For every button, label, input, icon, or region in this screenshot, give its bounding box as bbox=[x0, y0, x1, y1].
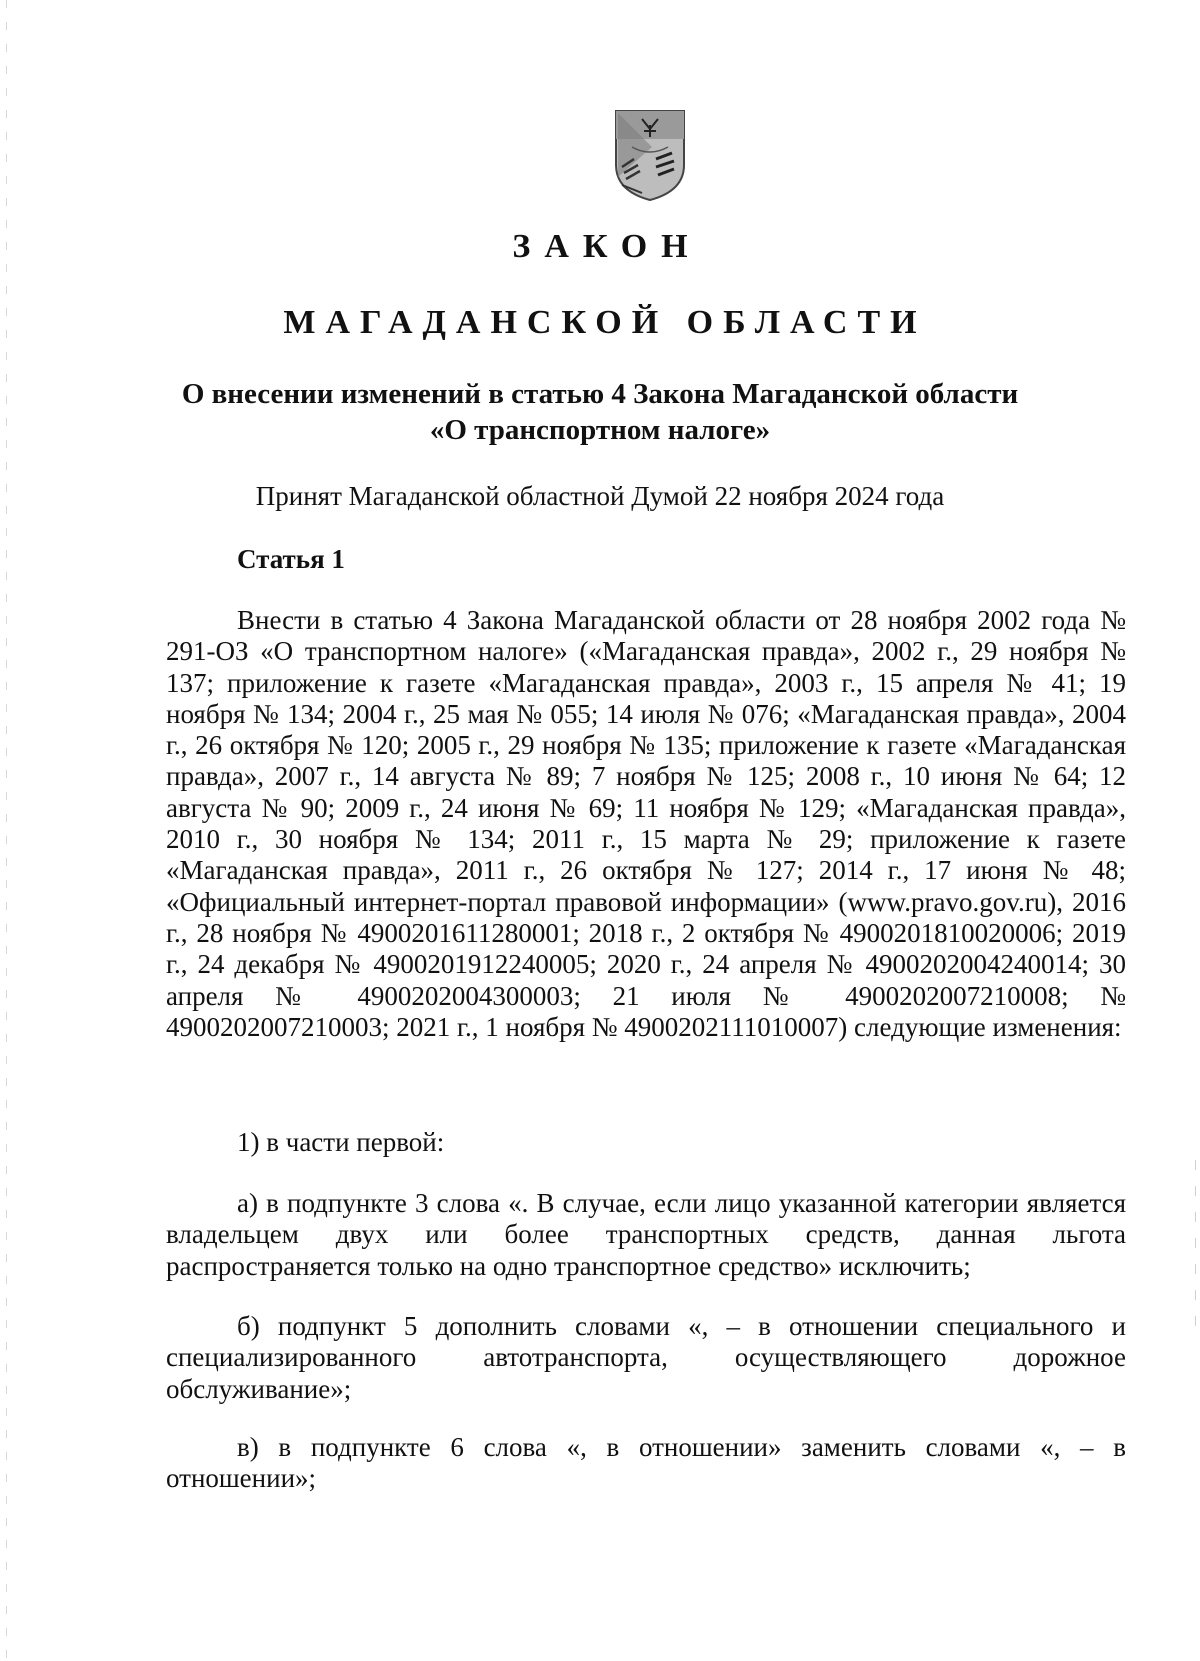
subject-line-2: «О транспортном налоге» bbox=[429, 414, 771, 446]
magadan-coat-of-arms-icon bbox=[612, 107, 688, 203]
article-subitem-c: в) в подпункте 6 слова «, в отношении» заменить словами «, – в отношении»; bbox=[166, 1432, 1126, 1494]
document-title: ЗАКОН bbox=[512, 228, 702, 265]
document-subject bbox=[0, 376, 1200, 448]
adoption-note: Принят Магаданской областной Думой 22 ноября 2024 года bbox=[255, 481, 945, 511]
article-subitem-b: б) подпункт 5 дополнить словами «, – в отношении специального и специализированного автотранспорта, осуществляющего дорожное обслуживание»; bbox=[166, 1311, 1126, 1404]
article-heading: Статья 1 bbox=[237, 544, 345, 574]
article-item-part-one: 1) в части первой: bbox=[237, 1127, 445, 1157]
scan-edge-right bbox=[1195, 1160, 1196, 1340]
subject-line-1: О внесении изменений в статью 4 Закона Магаданской области bbox=[181, 378, 1019, 410]
document-region: МАГАДАНСКОЙ ОБЛАСТИ bbox=[283, 304, 927, 341]
article-subitem-a: а) в подпункте 3 слова «. В случае, если лицо указанной категории является владельцем двух или более транспортных средств, данная льгота распространяется только на одно транспортное средство» исключить; bbox=[166, 1188, 1126, 1281]
article-paragraph-main: Внести в статью 4 Закона Магаданской области от 28 ноября 2002 года № 291-ОЗ «О транспортном налоге» («Магаданская правда», 2002 г., 29 ноября № 137; приложение к газете «Магаданская правда», 2003 г., 15 апреля № 41; 19 ноября № 134; 2004 г., 25 мая № 055; 14 июля № 076; «Магаданская правда», 2004 г., 26 октября № 120; 2005 г., 29 ноября № 135; приложение к газете «Магаданская правда», 2007 г., 14 августа № 89; 7 ноября № 125; 2008 г., 10 июня № 64; 12 августа № 90; 2009 г., 24 июня № 69; 11 ноября № 129; «Магаданская правда», 2010 г., 30 ноября № 134; 2011 г., 15 марта № 29; приложение к газете «Магаданская правда», 2011 г., 26 октября № 127; 2014 г., 17 июня № 48; «Официальный интернет-портал правовой информации» (www.pravo.gov.ru), 2016 г., 28 ноября № 4900201611280001; 2018 г., 2 октября № 4900201810020006; 2019 г., 24 декабря № 4900201912240005; 2020 г., 24 апреля № 4900202004240014; 30 апреля № 4900202004300003; 21 июля № 4900202007210008; № 4900202007210003; 2021 г., 1 ноября № 4900202111010007) следующие изменения: bbox=[166, 605, 1126, 1042]
